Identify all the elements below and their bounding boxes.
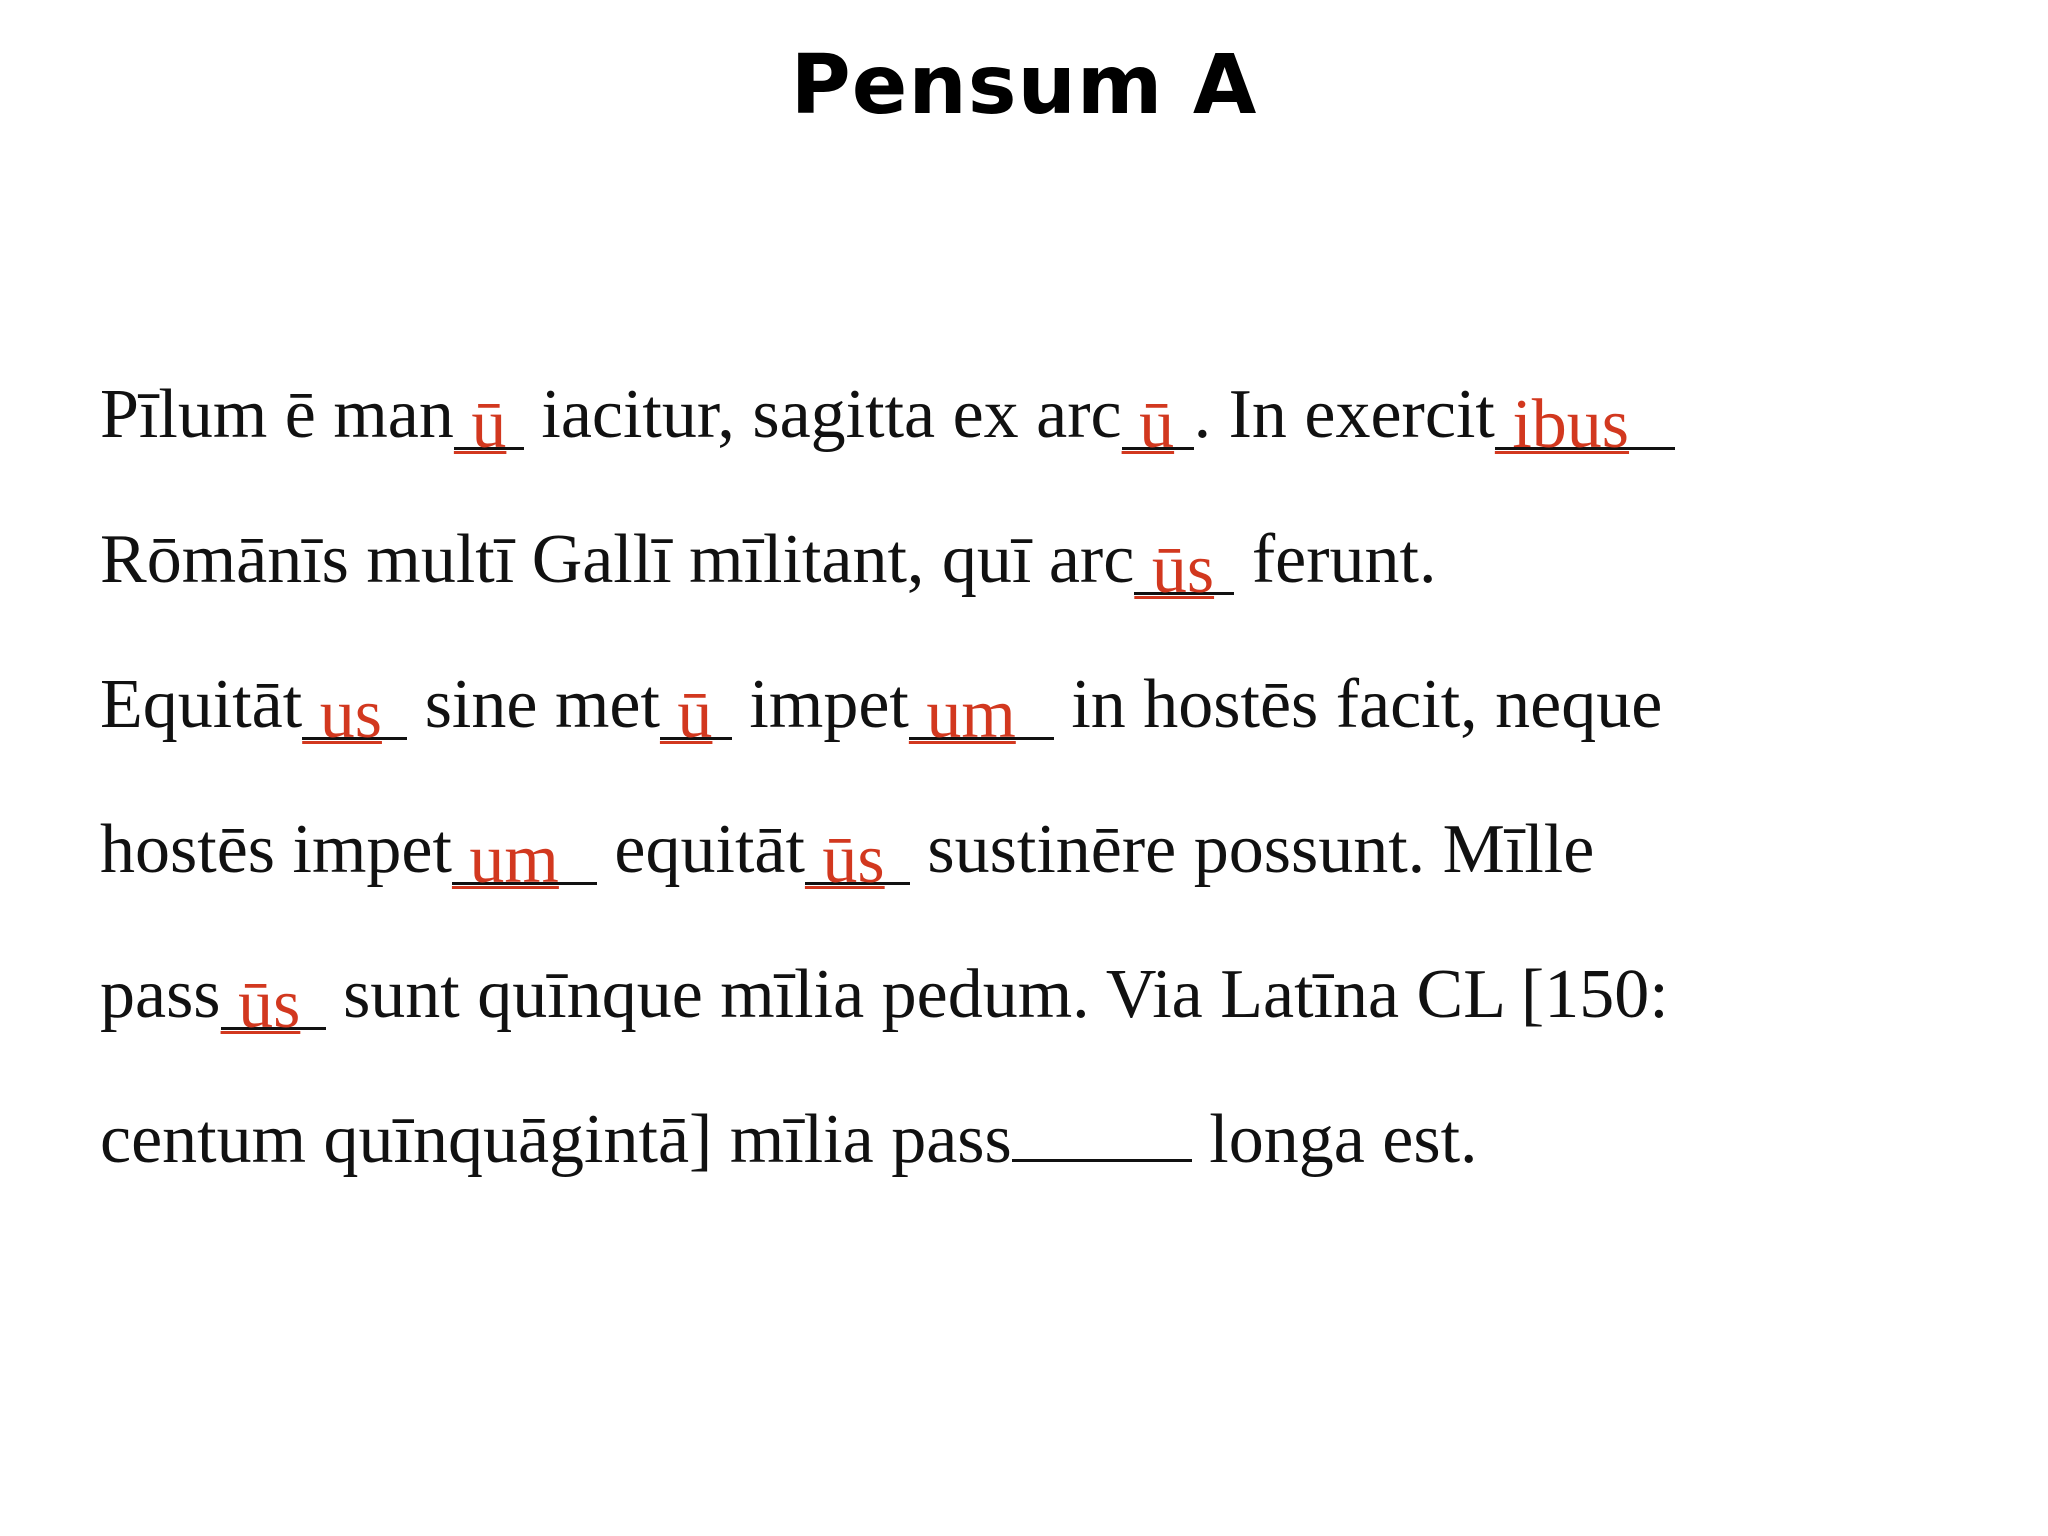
line-text: equitāt — [596, 811, 805, 888]
page-title: Pensum A — [790, 38, 1258, 133]
answer-blank[interactable] — [659, 673, 732, 753]
line-text: ferunt. — [1234, 521, 1437, 598]
answer-text: ū — [659, 676, 713, 753]
line-text: . In exercit — [1193, 376, 1495, 453]
answer-blank[interactable] — [220, 963, 326, 1043]
answer-blank[interactable] — [451, 818, 597, 898]
answer-blank[interactable] — [453, 383, 524, 463]
answer-blank[interactable] — [1494, 383, 1675, 463]
line-text: impet — [731, 666, 909, 743]
text-line — [100, 640, 2000, 785]
answer-text: ū — [453, 386, 507, 463]
answer-text: ūs — [804, 821, 885, 898]
line-text: sunt quīnque mīlia pedum. Via Latīna CL [150: — [325, 956, 1669, 1033]
text-line — [100, 350, 2000, 495]
answer-text: ūs — [1134, 531, 1215, 608]
text-line — [100, 930, 2000, 1075]
line-text: longa est. — [1191, 1101, 1478, 1178]
line-text: sustinēre possunt. Mīlle — [909, 811, 1595, 888]
answer-text: ū — [1121, 386, 1175, 463]
answer-blank[interactable] — [1012, 1159, 1192, 1162]
line-text: iacitur, sagitta ex arc — [523, 376, 1122, 453]
answer-blank[interactable] — [1134, 528, 1234, 608]
text-line — [100, 495, 2000, 640]
answer-text: us — [302, 676, 382, 753]
text-line — [100, 785, 2000, 930]
answer-blank[interactable] — [302, 673, 407, 753]
answer-text: um — [908, 676, 1016, 753]
line-text: sine met — [407, 666, 660, 743]
text-line — [100, 1075, 2000, 1220]
line-text: Rōmānīs multī Gallī mīlitant, quī arc — [100, 521, 1135, 598]
answer-blank[interactable] — [1121, 383, 1194, 463]
line-text: centum quīnquāgintā] mīlia pass — [100, 1101, 1012, 1178]
line-text: pass — [100, 956, 221, 1033]
line-text: Pīlum ē man — [100, 376, 454, 453]
answer-blank[interactable] — [804, 818, 910, 898]
line-text: hostēs impet — [100, 811, 452, 888]
answer-text: um — [451, 821, 559, 898]
line-text: Equitāt — [100, 666, 303, 743]
exercise-paragraph — [100, 350, 2000, 1220]
answer-text: ūs — [220, 966, 301, 1043]
answer-text: ibus — [1494, 386, 1630, 463]
answer-blank[interactable] — [908, 673, 1054, 753]
line-text: in hostēs facit, neque — [1053, 666, 1663, 743]
